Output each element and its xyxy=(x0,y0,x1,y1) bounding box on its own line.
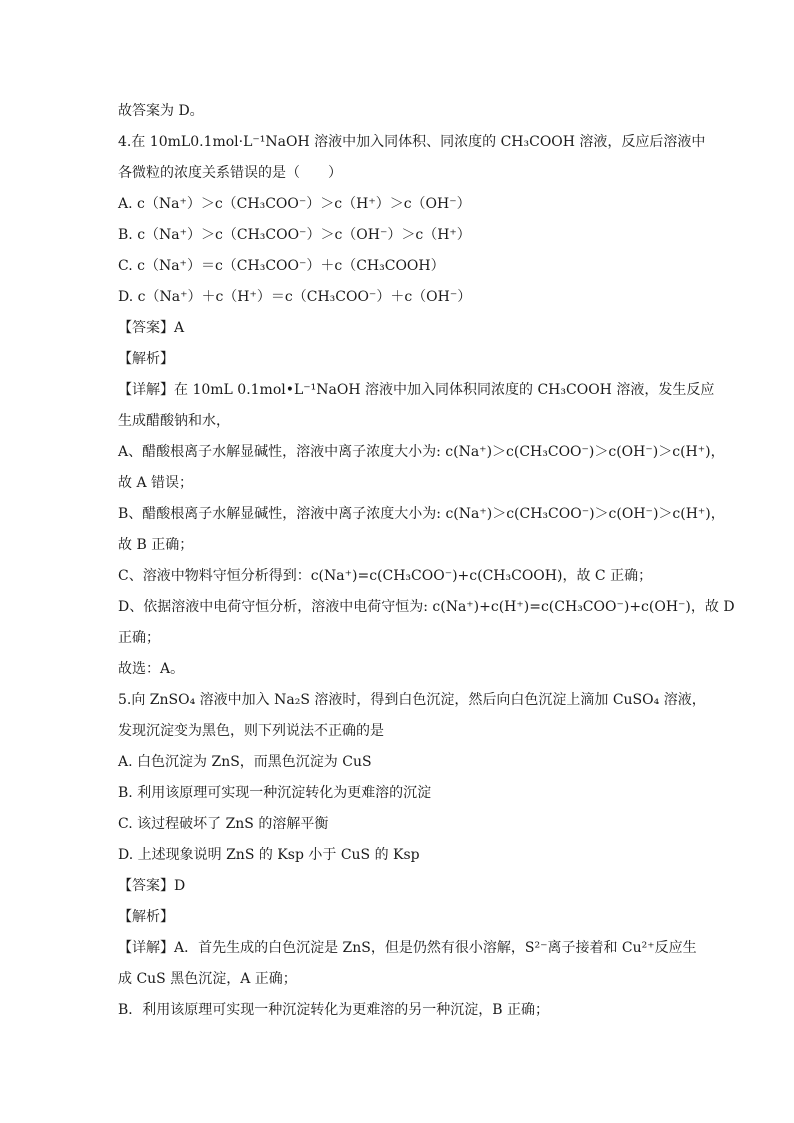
explanation-line: B、醋酸根离子水解显碱性，溶液中离子浓度大小为: c(Na⁺)＞c(CH₃COO⁻)＞c(OH⁻)＞c(H⁺)， xyxy=(118,506,725,522)
explanation-line: 故选：A。 xyxy=(118,661,185,677)
explanation-line: D、依据溶液中电荷守恒分析，溶液中电荷守恒为: c(Na⁺)+c(H⁺)=c(CH₃COO⁻)+c(OH⁻)，故 D xyxy=(118,599,735,615)
explanation-line: 【详解】A．首先生成的白色沉淀是 ZnS，但是仍然有很小溶解，S²⁻离子接着和 Cu²⁺反应生 xyxy=(118,940,697,956)
question-4-stem: 各微粒的浓度关系错误的是（ ） xyxy=(118,165,342,181)
answer-label: 【答案】A xyxy=(118,320,185,336)
explanation-line: 成 CuS 黑色沉淀，A 正确； xyxy=(118,971,297,987)
explanation-line: C、溶液中物料守恒分析得到：c(Na⁺)=c(CH₃COO⁻)+c(CH₃COOH)，故 C 正确； xyxy=(118,568,653,584)
explanation-line: 正确； xyxy=(118,630,160,646)
option-d: D. c（Na⁺）＋c（H⁺）＝c（CH₃COO⁻）＋c（OH⁻） xyxy=(118,289,472,305)
option-c: C. c（Na⁺）＝c（CH₃COO⁻）＋c（CH₃COOH） xyxy=(118,258,445,274)
option-c: C. 该过程破坏了 ZnS 的溶解平衡 xyxy=(118,816,329,832)
question-5-stem: 5.向 ZnSO₄ 溶液中加入 Na₂S 溶液时，得到白色沉淀，然后向白色沉淀上滴加 CuSO₄ 溶液， xyxy=(118,692,706,708)
explanation-line: 故 A 错误； xyxy=(118,475,194,491)
question-4-stem: 4.在 10mL0.1mol·L⁻¹NaOH 溶液中加入同体积、同浓度的 CH₃COOH 溶液，反应后溶液中 xyxy=(118,134,706,150)
text-line: 故答案为 D。 xyxy=(118,103,204,119)
explanation-line: 【详解】在 10mL 0.1mol•L⁻¹NaOH 溶液中加入同体积同浓度的 CH₃COOH 溶液，发生反应 xyxy=(118,382,715,398)
option-a: A. 白色沉淀为 ZnS，而黑色沉淀为 CuS xyxy=(118,754,372,770)
explanation-line: 故 B 正确； xyxy=(118,537,194,553)
answer-label: 【答案】D xyxy=(118,878,186,894)
analysis-label: 【解析】 xyxy=(118,909,174,925)
option-b: B. 利用该原理可实现一种沉淀转化为更难溶的沉淀 xyxy=(118,785,432,801)
option-d: D. 上述现象说明 ZnS 的 Ksp 小于 CuS 的 Ksp xyxy=(118,847,420,863)
option-a: A. c（Na⁺）＞c（CH₃COO⁻）＞c（H⁺）＞c（OH⁻） xyxy=(118,196,471,212)
explanation-line: B．利用该原理可实现一种沉淀转化为更难溶的另一种沉淀，B 正确； xyxy=(118,1002,550,1018)
explanation-line: A、醋酸根离子水解显碱性，溶液中离子浓度大小为: c(Na⁺)＞c(CH₃COO⁻)＞c(OH⁻)＞c(H⁺)， xyxy=(118,444,725,460)
question-5-stem: 发现沉淀变为黑色，则下列说法不正确的是 xyxy=(118,723,384,739)
option-b: B. c（Na⁺）＞c（CH₃COO⁻）＞c（OH⁻）＞c（H⁺） xyxy=(118,227,471,243)
explanation-line: 生成醋酸钠和水， xyxy=(118,413,230,429)
analysis-label: 【解析】 xyxy=(118,351,174,367)
